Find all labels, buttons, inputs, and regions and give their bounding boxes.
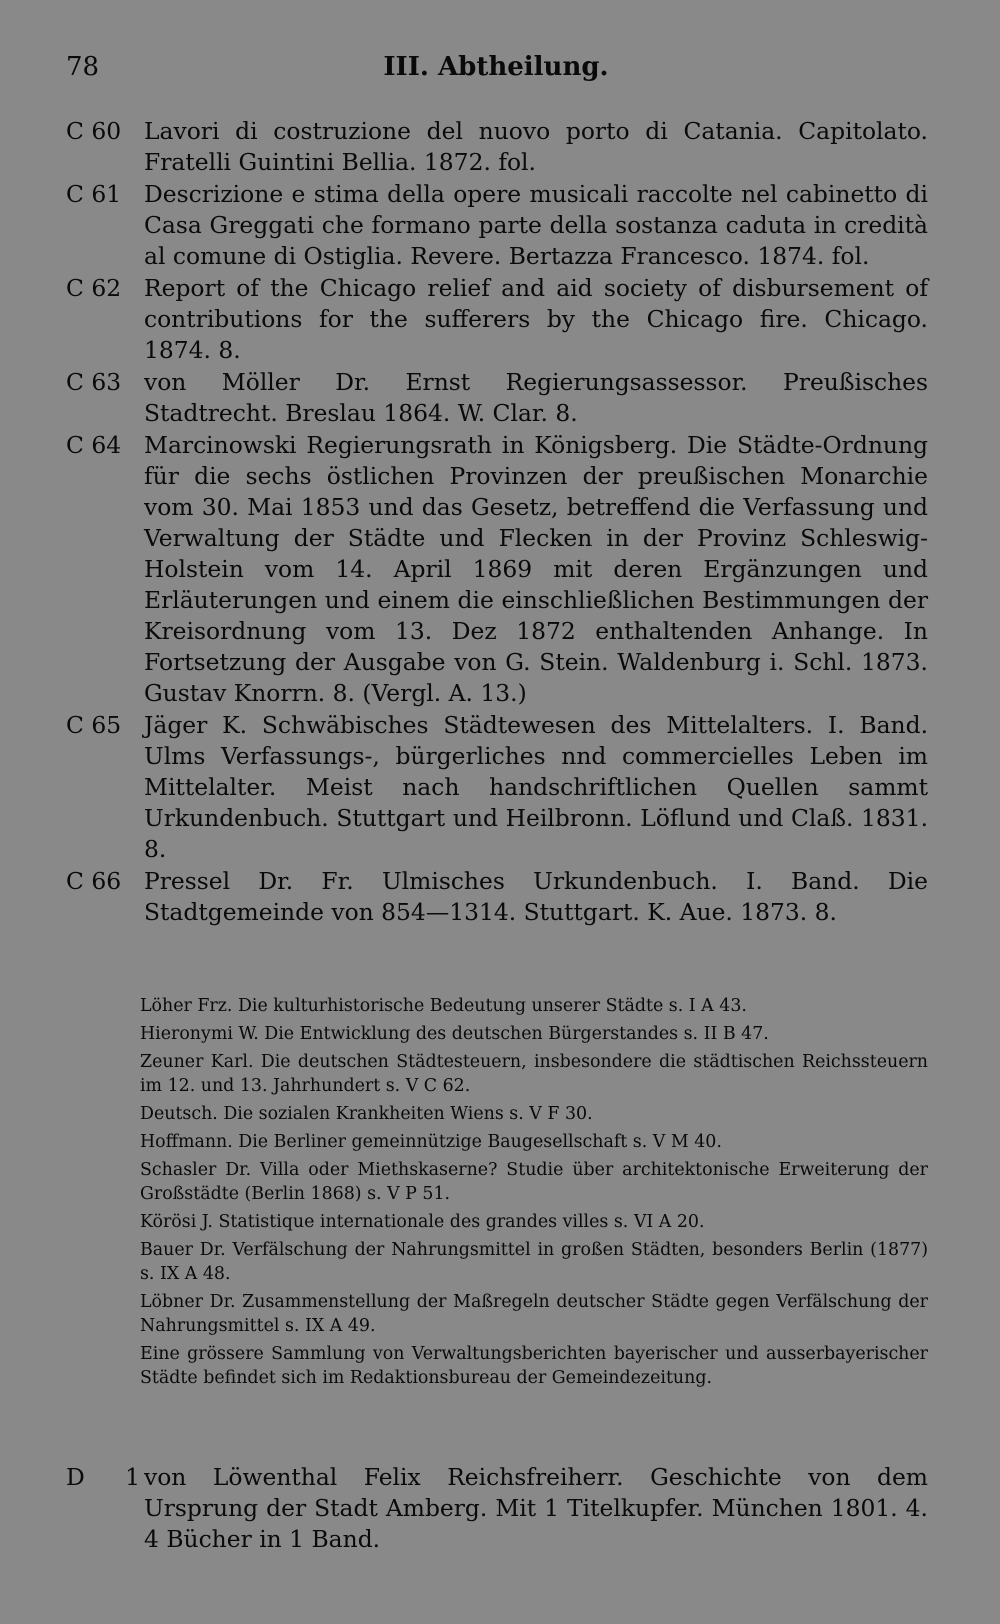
entry-text: Descrizione e stima della opere musicali raccolte nel cabinetto di Casa Greggati che formano parte della sostanza caduta in credità al comune di Ostiglia. Revere. Bertazza Francesco. 1874. fol. bbox=[144, 180, 928, 270]
entry-mark: C 63 bbox=[66, 368, 122, 396]
cross-reference: Hoffmann. Die Berliner gemeinnützige Baugesellschaft s. V M 40. bbox=[140, 1132, 722, 1152]
entry-mark: C 64 bbox=[66, 431, 122, 459]
cross-reference: Deutsch. Die sozialen Krankheiten Wiens s. V F 30. bbox=[140, 1104, 593, 1124]
entry-mark: C 62 bbox=[66, 274, 122, 302]
cross-reference: Körösi J. Statistique internationale des grandes villes s. VI A 20. bbox=[140, 1212, 705, 1232]
entry-mark: C 65 bbox=[66, 711, 122, 739]
cross-reference: Zeuner Karl. Die deutschen Städtesteuern, insbesondere die städtischen Reichssteuern im 12. und 13. Jahrhundert s. V C 62. bbox=[140, 1052, 928, 1096]
entry-mark: C 61 bbox=[66, 180, 122, 208]
entry-mark: C 60 bbox=[66, 117, 122, 145]
entry-text: Marcinowski Regierungsrath in Königsberg. Die Städte-Ordnung für die sechs östlichen Provinzen der preußischen Monarchie vom 30. Mai 1853 und das Gesetz, betreffend die Verfassung und Verwaltung der Städte und Flecken in der Provinz Schleswig-Holstein vom 14. April 1869 mit deren Ergänzungen und Erläuterungen und einem die einschließlichen Bestimmungen der Kreisordnung vom 13. Dez 1872 enthaltenden Anhange. In Fortsetzung der Ausgabe von G. Stein. Waldenburg i. Schl. 1873. Gustav Knorrn. 8. (Vergl. A. 13.) bbox=[144, 431, 928, 707]
catalog-entry-c61 bbox=[66, 179, 928, 272]
cross-reference: Löher Frz. Die kulturhistorische Bedeutung unserer Städte s. I A 43. bbox=[140, 996, 747, 1016]
cross-reference-list bbox=[140, 994, 928, 1390]
entry-text: Report of the Chicago relief and aid society of disbursement of contributions for the sufferers by the Chicago fire. Chicago. 1874. 8. bbox=[144, 274, 928, 364]
catalog-entries bbox=[66, 116, 928, 929]
entry-mark: C 66 bbox=[66, 867, 122, 895]
running-title: III. Abtheilung. bbox=[383, 52, 609, 82]
catalog-entry-c65 bbox=[66, 710, 928, 865]
entry-mark bbox=[66, 1462, 144, 1493]
page-number: 78 bbox=[66, 52, 100, 82]
cross-reference: Schasler Dr. Villa oder Miethskaserne? Studie über architektonische Erweiterung der Großstädte (Berlin 1868) s. V P 51. bbox=[140, 1160, 928, 1204]
entry-text: von Möller Dr. Ernst Regierungsassessor. Preußisches Stadtrecht. Breslau 1864. W. Clar. 8. bbox=[144, 368, 928, 427]
catalog-entry-c62 bbox=[66, 273, 928, 366]
entry-mark-number: 1 bbox=[125, 1463, 140, 1491]
entry-text: Pressel Dr. Fr. Ulmisches Urkundenbuch. I. Band. Die Stadtgemeinde von 854—1314. Stuttgart. K. Aue. 1873. 8. bbox=[144, 867, 928, 926]
entry-mark-letter: D bbox=[66, 1463, 85, 1491]
entry-text: Jäger K. Schwäbisches Städtewesen des Mittelalters. I. Band. Ulms Verfassungs-, bürgerliches nnd commercielles Leben im Mittelalter. Meist nach handschriftlichen Quellen sammt Urkundenbuch. Stuttgart und Heilbronn. Löflund und Claß. 1831. 8. bbox=[144, 711, 928, 863]
catalog-entry-c64 bbox=[66, 430, 928, 709]
cross-reference: Löbner Dr. Zusammenstellung der Maßregeln deutscher Städte gegen Verfälschung der Nahrungsmittel s. IX A 49. bbox=[140, 1292, 928, 1336]
catalog-entry-c66 bbox=[66, 866, 928, 928]
catalog-entry-d1 bbox=[66, 1462, 928, 1555]
entry-text: Lavori di costruzione del nuovo porto di Catania. Capitolato. Fratelli Guintini Bellia. 1872. fol. bbox=[144, 117, 928, 176]
cross-reference: Bauer Dr. Verfälschung der Nahrungsmittel in großen Städten, besonders Berlin (1877) s. IX A 48. bbox=[140, 1240, 928, 1284]
collection-note: Eine grössere Sammlung von Verwaltungsberichten bayerischer und ausserbayerischer Städte befindet sich im Redaktionsbureau der Gemeindezeitung. bbox=[140, 1344, 928, 1388]
catalog-entry-c60 bbox=[66, 116, 928, 178]
cross-reference: Hieronymi W. Die Entwicklung des deutschen Bürgerstandes s. II B 47. bbox=[140, 1024, 769, 1044]
page-header bbox=[66, 52, 926, 92]
entry-text: von Löwenthal Felix Reichsfreiherr. Geschichte von dem Ursprung der Stadt Amberg. Mit 1 Titelkupfer. München 1801. 4. 4 Bücher in 1 Band. bbox=[144, 1463, 928, 1553]
catalog-entry-c63 bbox=[66, 367, 928, 429]
